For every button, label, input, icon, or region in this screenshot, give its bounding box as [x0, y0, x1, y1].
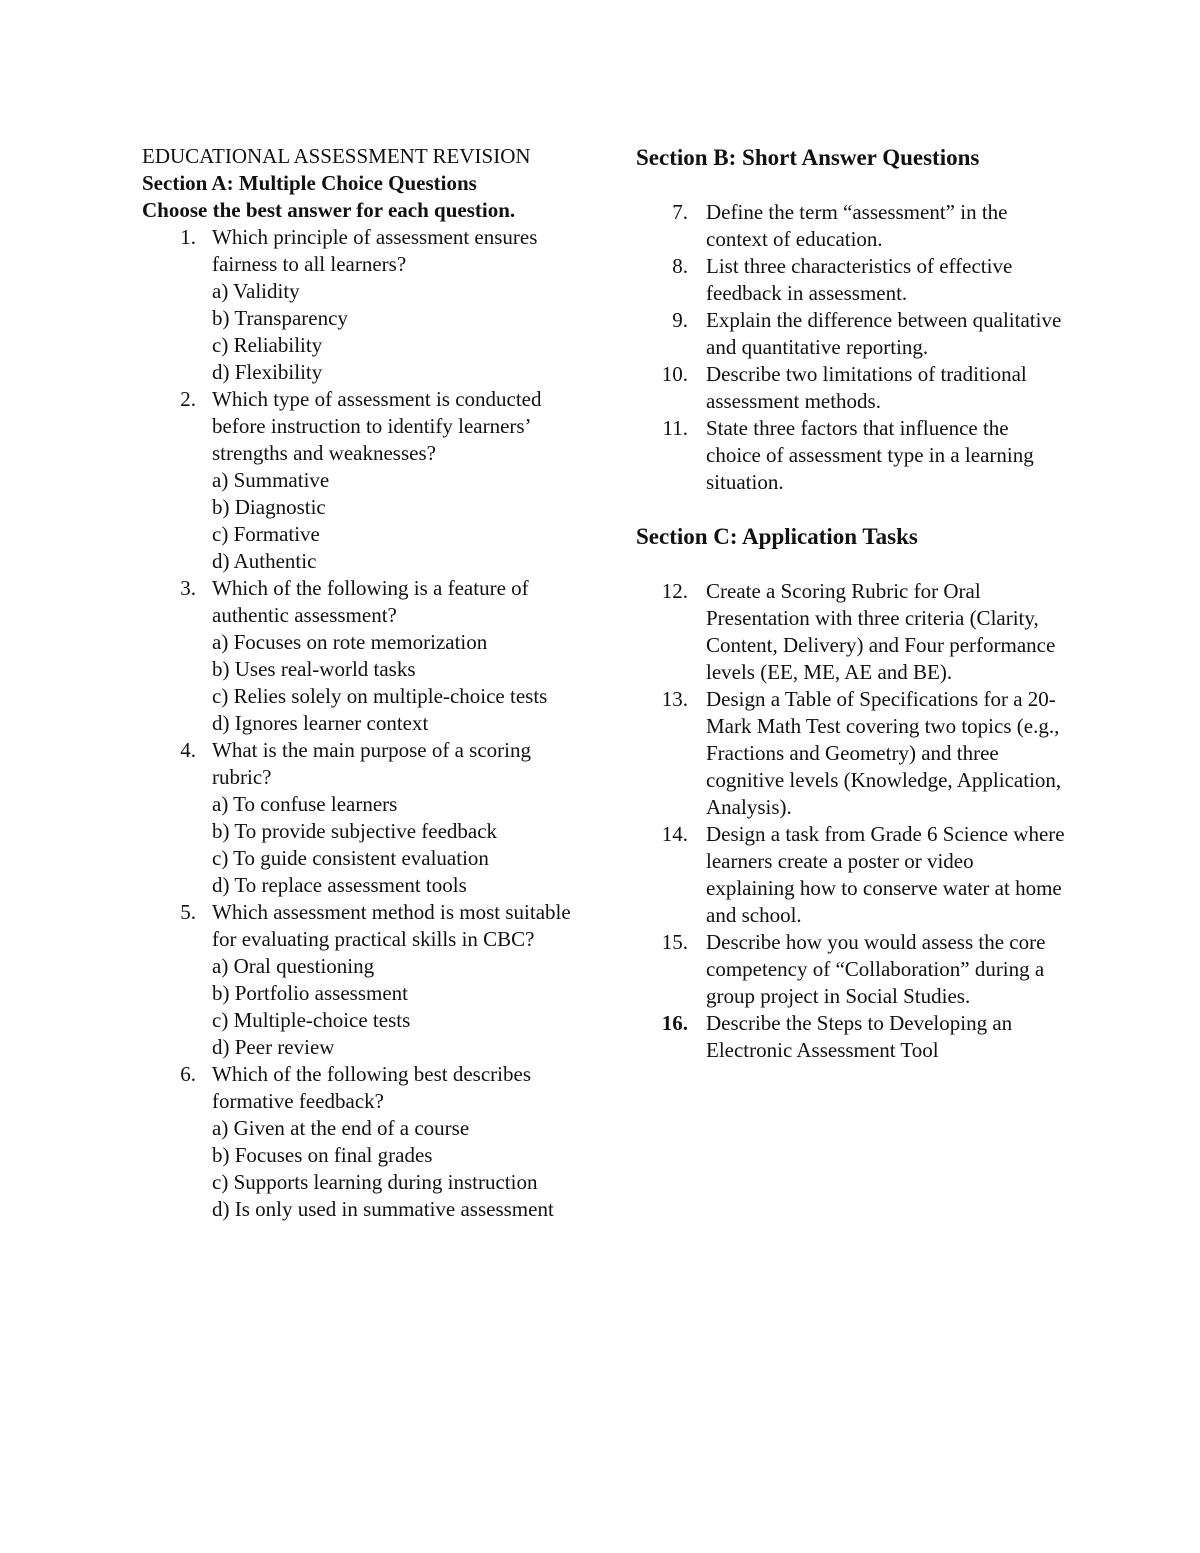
- question-text: State three factors that influence the choice of assessment type in a learning situation.: [706, 416, 1034, 494]
- option-c: c) Formative: [212, 522, 320, 546]
- section-a-heading: Section A: Multiple Choice Questions: [142, 171, 477, 195]
- question-3: [142, 575, 582, 737]
- question-number: 2.: [180, 387, 196, 411]
- question-15: [636, 929, 1066, 1010]
- question-1: [142, 224, 582, 386]
- option-c: c) Reliability: [212, 333, 323, 357]
- option-c: c) Relies solely on multiple-choice tests: [212, 684, 548, 708]
- question-number: 8.: [672, 254, 688, 278]
- question-number: 12.: [661, 579, 688, 603]
- option-c: c) Supports learning during instruction: [212, 1170, 538, 1194]
- question-text: What is the main purpose of a scoring rubric?: [212, 738, 531, 789]
- question-text: Which type of assessment is conducted before instruction to identify learners’ strengths and weaknesses?: [212, 387, 542, 465]
- option-b: b) Uses real-world tasks: [212, 657, 416, 681]
- option-c: c) To guide consistent evaluation: [212, 846, 489, 870]
- question-text: Design a task from Grade 6 Science where learners create a poster or video explaining how to conserve water at home and school.: [706, 822, 1065, 927]
- question-5: [142, 899, 582, 1061]
- question-number: 15.: [661, 930, 688, 954]
- option-d: d) Authentic: [212, 549, 317, 573]
- question-number: 7.: [672, 200, 688, 224]
- section-b-heading: Section B: Short Answer Questions: [636, 145, 980, 170]
- option-b: b) Diagnostic: [212, 495, 326, 519]
- option-d: d) To replace assessment tools: [212, 873, 467, 897]
- question-number: 5.: [180, 900, 196, 924]
- question-7: [636, 199, 1066, 253]
- option-b: b) Focuses on final grades: [212, 1143, 433, 1167]
- question-number: 1.: [180, 225, 196, 249]
- option-a: a) Summative: [212, 468, 330, 492]
- question-number: 13.: [661, 687, 688, 711]
- question-6: [142, 1061, 582, 1223]
- option-a: a) To confuse learners: [212, 792, 398, 816]
- question-text: Design a Table of Specifications for a 20-Mark Math Test covering two topics (e.g., Fractions and Geometry) and three cognitive levels (Knowledge, Application, Analysis).: [706, 687, 1062, 819]
- question-13: [636, 686, 1066, 821]
- section-c-heading: Section C: Application Tasks: [636, 524, 918, 549]
- option-d: d) Flexibility: [212, 360, 323, 384]
- question-text: Explain the difference between qualitative and quantitative reporting.: [706, 308, 1062, 359]
- question-text: Describe the Steps to Developing an Electronic Assessment Tool: [706, 1011, 1013, 1062]
- right-column: [636, 143, 1066, 1064]
- option-a: a) Given at the end of a course: [212, 1116, 470, 1140]
- question-16: [636, 1010, 1066, 1064]
- question-number: 14.: [661, 822, 688, 846]
- question-10: [636, 361, 1066, 415]
- option-d: d) Peer review: [212, 1035, 335, 1059]
- question-text: Create a Scoring Rubric for Oral Presentation with three criteria (Clarity, Content, Delivery) and Four performance levels (EE, ME, AE and BE).: [706, 579, 1056, 684]
- question-text: List three characteristics of effective feedback in assessment.: [706, 254, 1013, 305]
- section-a-instruction: Choose the best answer for each question.: [142, 198, 516, 222]
- question-text: Which assessment method is most suitable for evaluating practical skills in CBC?: [212, 900, 571, 951]
- document-title: EDUCATIONAL ASSESSMENT REVISION: [142, 144, 531, 168]
- section-a-question-list: [142, 224, 582, 1223]
- option-a: a) Oral questioning: [212, 954, 375, 978]
- question-text: Describe two limitations of traditional assessment methods.: [706, 362, 1027, 413]
- left-column: [142, 143, 582, 1223]
- question-text: Which of the following is a feature of authentic assessment?: [212, 576, 529, 627]
- question-number: 11.: [662, 416, 688, 440]
- question-2: [142, 386, 582, 575]
- question-number: 16.: [661, 1011, 688, 1035]
- option-d: d) Is only used in summative assessment: [212, 1197, 554, 1221]
- question-number: 9.: [672, 308, 688, 332]
- question-number: 3.: [180, 576, 196, 600]
- option-a: a) Focuses on rote memorization: [212, 630, 488, 654]
- question-text: Define the term “assessment” in the context of education.: [706, 200, 1008, 251]
- option-a: a) Validity: [212, 279, 300, 303]
- question-8: [636, 253, 1066, 307]
- option-b: b) Transparency: [212, 306, 348, 330]
- question-text: Which principle of assessment ensures fairness to all learners?: [212, 225, 538, 276]
- question-11: [636, 415, 1066, 496]
- section-b-question-list: [636, 199, 1066, 496]
- option-d: d) Ignores learner context: [212, 711, 429, 735]
- question-number: 10.: [661, 362, 688, 386]
- question-14: [636, 821, 1066, 929]
- question-4: [142, 737, 582, 899]
- question-text: Which of the following best describes formative feedback?: [212, 1062, 531, 1113]
- option-b: b) To provide subjective feedback: [212, 819, 498, 843]
- question-text: Describe how you would assess the core competency of “Collaboration” during a group project in Social Studies.: [706, 930, 1046, 1008]
- section-c-question-list: [636, 578, 1066, 1064]
- option-b: b) Portfolio assessment: [212, 981, 408, 1005]
- question-number: 6.: [180, 1062, 196, 1086]
- option-c: c) Multiple-choice tests: [212, 1008, 411, 1032]
- question-12: [636, 578, 1066, 686]
- question-9: [636, 307, 1066, 361]
- question-number: 4.: [180, 738, 196, 762]
